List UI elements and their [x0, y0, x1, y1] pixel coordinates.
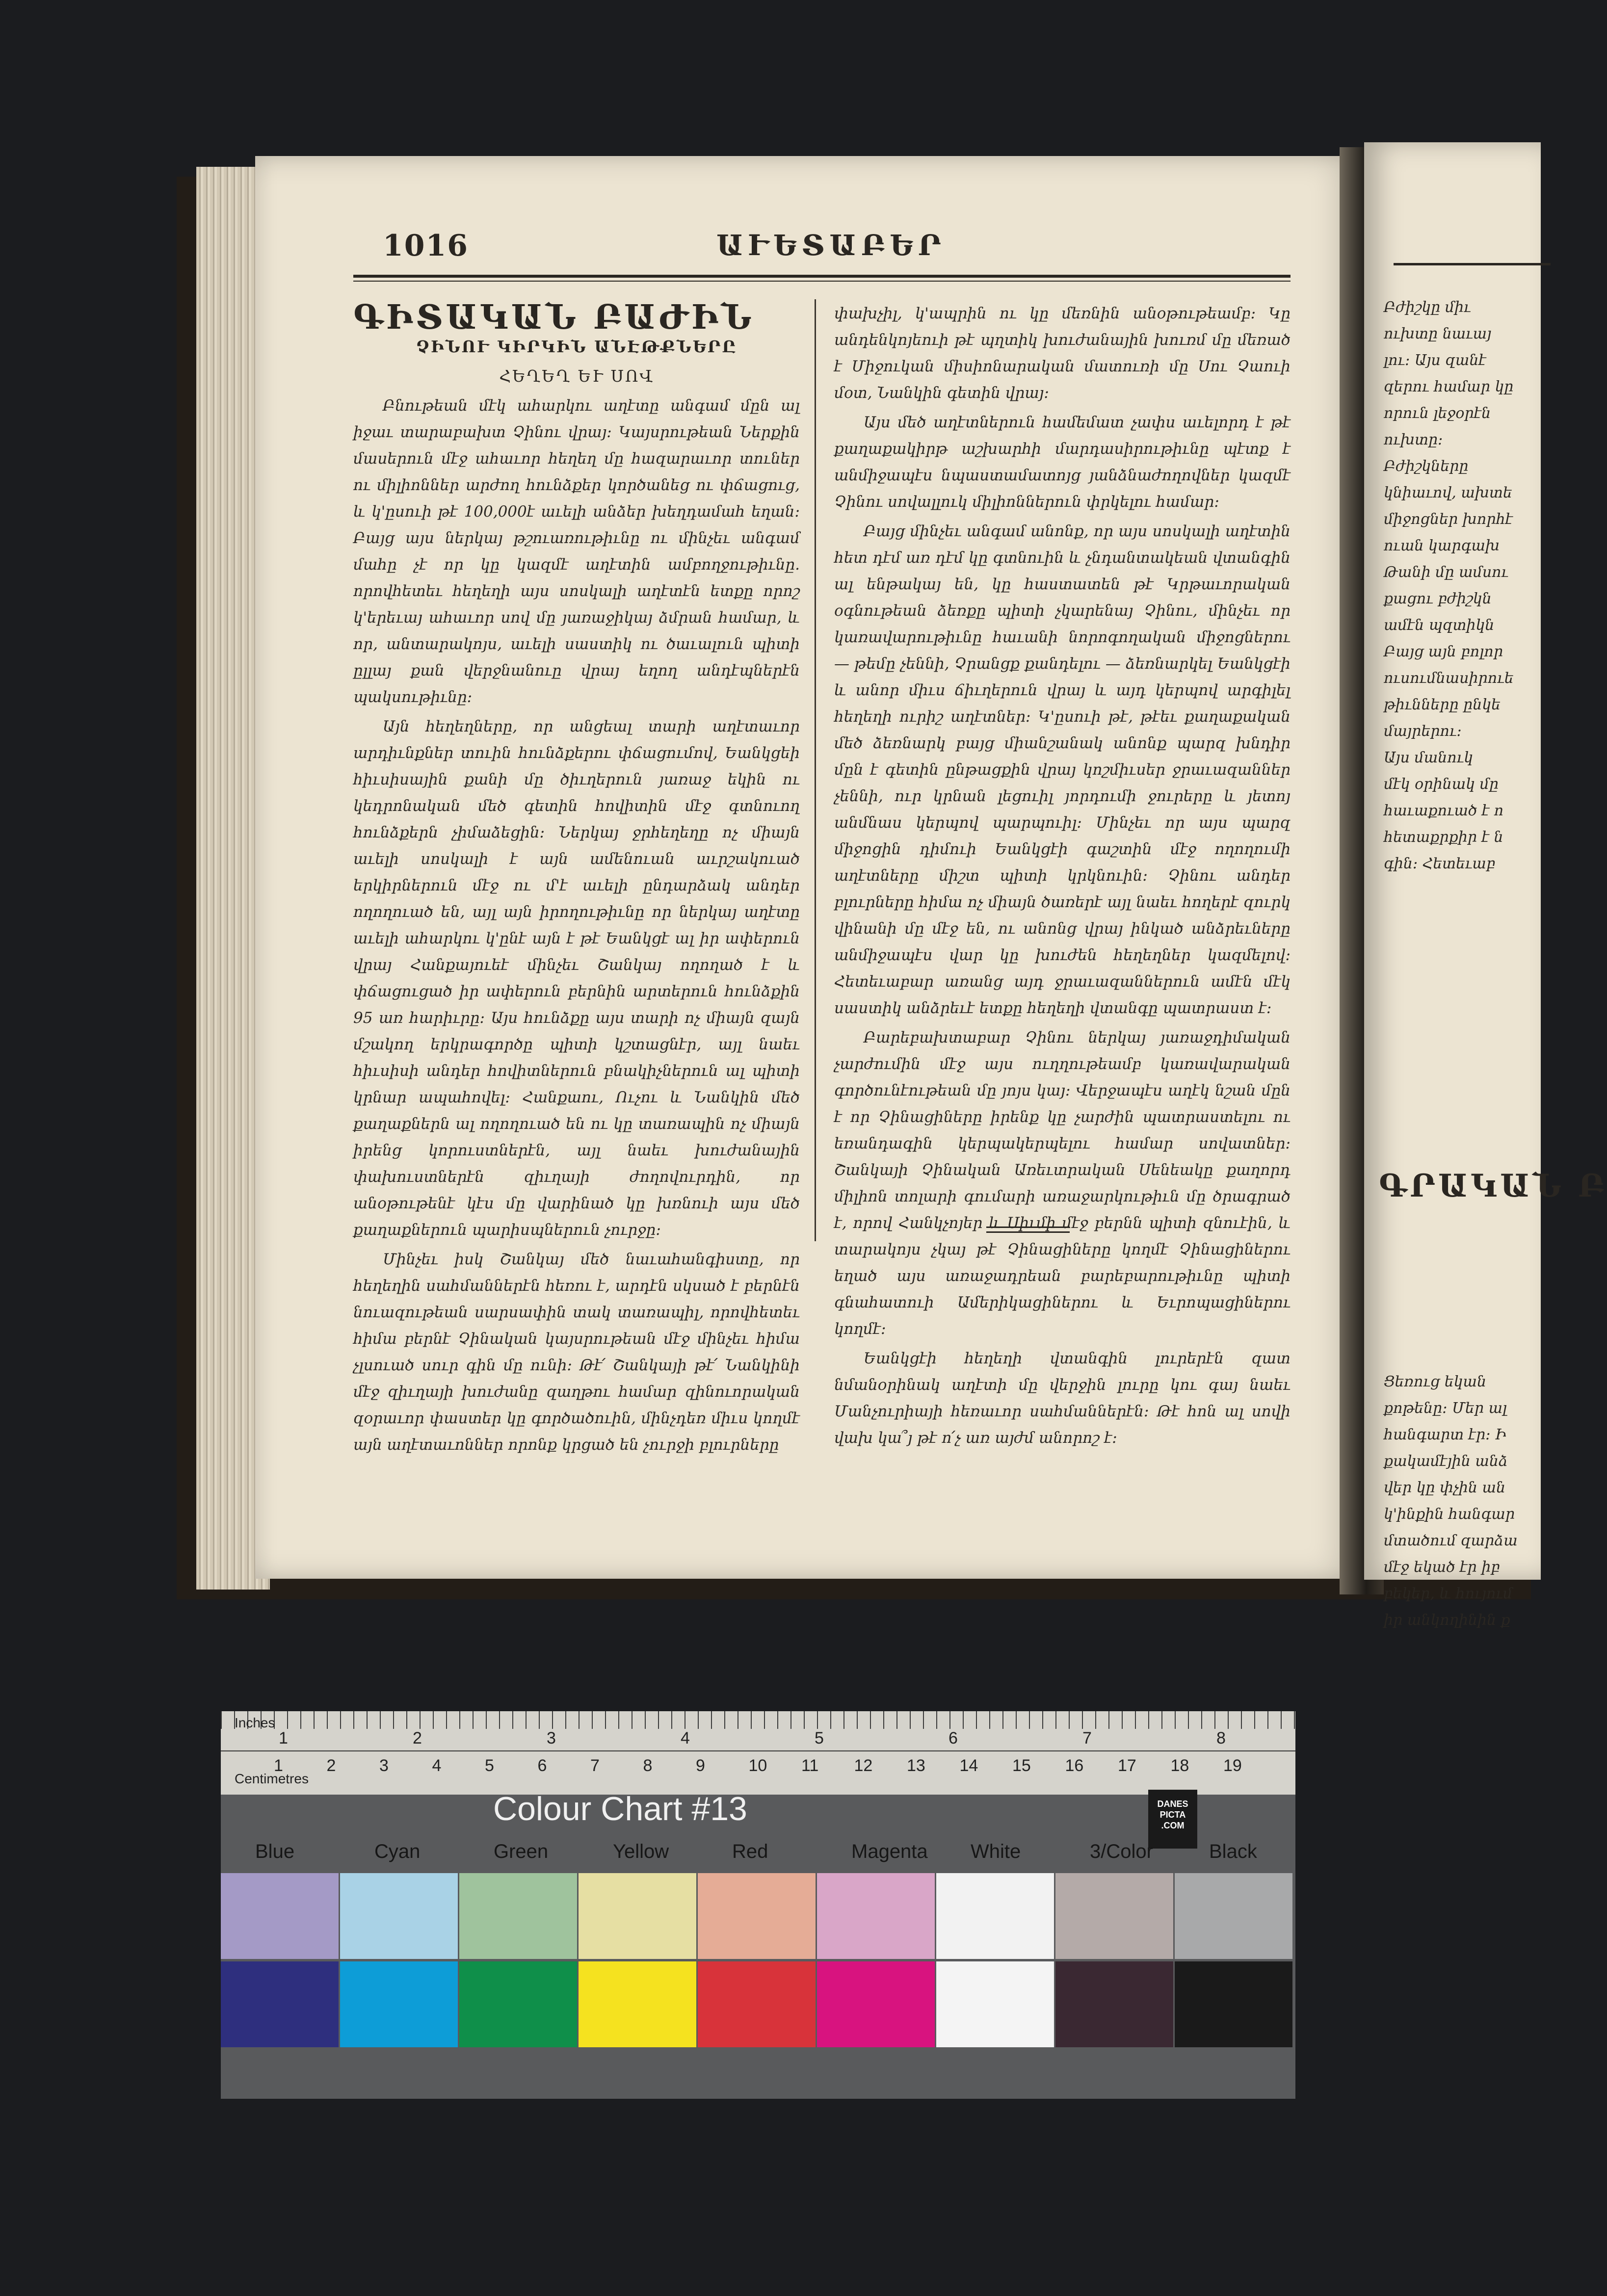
swatch-dark	[221, 1961, 339, 2047]
ruler	[221, 1711, 1295, 1795]
header-rule	[353, 275, 1291, 278]
page-number: 1016	[383, 229, 469, 263]
swatch-label: Magenta	[851, 1841, 928, 1862]
inch-tick-label: 3	[547, 1729, 556, 1748]
text-column-right	[834, 300, 1291, 1454]
swatch-label: Black	[1209, 1841, 1257, 1862]
cm-tick-label: 15	[1012, 1756, 1031, 1775]
inch-tick-label: 2	[413, 1729, 422, 1748]
text-line: կ'ինքին հանգար	[1384, 1506, 1515, 1523]
inch-tick-label: 4	[681, 1729, 690, 1748]
text-line: քոթենը։ Մեր ալ	[1384, 1400, 1507, 1417]
swatch-light	[936, 1873, 1054, 1959]
text-line: բեկեր, և հույում	[1384, 1585, 1513, 1602]
inch-tick-label: 1	[279, 1729, 288, 1748]
cm-tick-label: 4	[432, 1756, 442, 1775]
text-line: վեր կը փչին ան	[1384, 1479, 1506, 1496]
cm-tick-label: 1	[274, 1756, 283, 1775]
paragraph: փախչիլ, կ'ապրին ու կը մեռնին անօթութեամբ։ Կը անդենկոյեուի թէ պղտիկ խուժանային խուռմ մը մեռած է Միջուկան միսիոնարական մատուռի մը Սու Չաուի մօտ, Նանկին գետին վրայ։	[834, 305, 1291, 402]
swatch-light	[698, 1873, 816, 1959]
text-line: հանգարտ էր։ Ի	[1384, 1426, 1507, 1443]
paragraph: Բայց մինչեւ անգամ անոնք, որ այս սոսկալի աղէտին հետ դէմ առ դէմ կը գտնուին և չնդանտակեան վտանգին ալ ենթակայ են, կը հաստատեն թէ Կրթաւորական օգնութեան ձեռքը պիտի չկարենայ Չինու, մինչեւ որ կառավարութիւնը հաւանի նորոգողական միջոցներու — թեմը չեննի, Չրանցք քանդելու — ձեռնարկել Եանկցէի և անոր միւս ճիւղերուն վրայ և այդ կերպով արգիլել հեղեղի ուրիշ աղէտներ։ Կ'ըսուի թէ, թէեւ քաղաքական մեծ ձեռնարկ բայց միանշանակ անոնք պարզ խնդիր մըն է գետին ընթացքին վրայ կոշմիւսեր ջրաւազաններ չեննի, ուր կրնան լեցուիլ յորդումի ջուրերը և յետոյ անմնաս կերպով պարպուիլ։ Մինչեւ որ այս պարզ միջոցին դիմուի Եանկցէի գաշտին մէջ ողողումի աղէտները միշտ պիտի կրկնուին։ Չինու անդեր բլուրները հիմա ոչ միայն ծառերէ այլ նաեւ հողերէ զուրկ վինանի մը մէջ են, ու անոնց վրայ ինկած անձրեւները անմիջապէս վար կը խուժեն հեղեղներ կազմելով։ Հետեւաբար առանց այդ ջրաւազաններուն ամէն մէկ սաստիկ անձրեւէ ետքը հեղեղի վտանգը պատրաստ է։	[834, 522, 1291, 1017]
paragraph: Այս մեծ աղէտներուն համեմատ չափս աւելորդ է թէ քաղաքակիրթ աշխարհի մարդասիրութիւնը պէտք է անմիջապէս նպաստամատոյց յանձնաժողովներ կազմէ Չինու սովալլուկ միլիոններուն փրկելու համար։	[834, 414, 1291, 511]
swatch-dark	[459, 1961, 577, 2047]
swatch-light	[1055, 1873, 1173, 1959]
text-line: իր անկողինին ք	[1384, 1612, 1510, 1629]
article-subtitle: ՀԵՂԵՂ ԵՒ ՍՈՎ	[499, 366, 654, 386]
cm-tick-label: 7	[590, 1756, 600, 1775]
cm-tick-label: 16	[1065, 1756, 1084, 1775]
text-line: հաւաքուած է ո	[1384, 802, 1504, 819]
swatch-light	[1175, 1873, 1292, 1959]
swatch-label: 3/Color	[1090, 1841, 1153, 1862]
swatch-light	[579, 1873, 696, 1959]
text-line: քակամէյին անձ	[1384, 1453, 1508, 1470]
swatch-light	[221, 1873, 339, 1959]
running-head: ԱՒԵՏԱԲԵՐ	[716, 229, 946, 262]
article-title: ՉԻՆՈՒ ԿԻՐԿԻՆ ԱՆԷԹՔՆԵՐԸ	[416, 337, 737, 356]
text-line: ամէն պզտիկն	[1384, 617, 1495, 634]
text-line: որուն լեջօրէն	[1384, 405, 1491, 422]
cm-tick-label: 14	[959, 1756, 978, 1775]
cm-tick-label: 5	[485, 1756, 494, 1775]
text-line: գին։ Հետեւաբ	[1384, 855, 1496, 872]
text-column-left	[353, 298, 800, 1461]
text-line: լու։ Այս զանէ	[1384, 352, 1486, 369]
section-title: ԳԻՏԱԿԱՆ ԲԱԺԻՆ	[353, 298, 755, 337]
text-line: մէջ եկած էր իբ	[1384, 1559, 1500, 1576]
swatch-label: Cyan	[374, 1841, 421, 1862]
swatch-light	[459, 1873, 577, 1959]
cm-tick-label: 6	[537, 1756, 547, 1775]
cm-tick-label: 9	[696, 1756, 705, 1775]
cm-tick-label: 18	[1170, 1756, 1189, 1775]
paragraph: Այն հեղեղները, որ անցեալ տարի աղէտաւոր արդիւնքներ տուին հունձքերու փճացումով, Եանկցեի հիւսիսային քանի մը ծիւղերուն յառաջ եկին ու կեդրոնական մեծ գետին հովիտին մէջ գտնուող հունձքերն չիմաձեցին։ Ներկայ ջրհեղեղը ոչ միայն աւելի սոսկալի է այն ամենուան աւրշակուած երկիրներուն մէջ ու մ'է աւելի ընդարձակ անդեր ողողուած են, այլ այն իրողութիւնը որ ներկայ աղէտը աւելի ահարկու կ'ընէ այն է թէ Եանկցէ ալ իր ափերուն վրայ Հանքայուեէ մինչեւ Շանկայ ողողած է և փճացուցած իր ափերուն բերնին արտերուն հունձքին 95 առ հարիւրը։ Այս հունձքը այս տարի ոչ միայն զայն մշակող երկրագործը պիտի կշտացնէր, այլ նաեւ հիւսիսի անդեր հովիտներուն բնակիչներուն ալ պիտի կրնար ապահովել։ Հանքաու, Ուչու և Նանկին մեծ քաղաքներն ալ ողողուած են ու կը տառապին ոչ միայն իրենց կորուստներէն, այլ նաեւ խուժանային փախուստներէն զիւղայի ժողովուրդին, որ անօթութենէ կէս մը վարինած կը խռնուի այս մեծ քաղաքներուն պարիսպներուն չուրջը։	[353, 718, 800, 1239]
text-line: թիւնները ընկե	[1384, 696, 1501, 713]
logo-line: .COM	[1161, 1821, 1185, 1830]
cm-tick-label: 12	[854, 1756, 873, 1775]
text-line: մայրերու։	[1384, 723, 1462, 740]
text-line: Բժիշկները	[1384, 458, 1469, 475]
cm-tick-label: 19	[1223, 1756, 1242, 1775]
text-line: քացու բժիշկն	[1384, 590, 1492, 607]
swatch-dark	[1175, 1961, 1292, 2047]
text-line: մէկ օրինակ մը	[1384, 776, 1499, 793]
text-line: հետաքրքիր է ն	[1384, 829, 1503, 846]
swatch-dark	[1055, 1961, 1173, 2047]
ruler-inches-label: Inches	[235, 1715, 275, 1730]
cm-tick-label: 11	[801, 1756, 819, 1775]
chart-title: Colour Chart #13	[493, 1790, 747, 1827]
inch-tick-label: 7	[1082, 1729, 1092, 1748]
swatch-label: Red	[732, 1841, 768, 1862]
cm-tick-label: 13	[907, 1756, 925, 1775]
cm-tick-label: 2	[326, 1756, 336, 1775]
text-line: Բժիշկը միւ	[1384, 299, 1471, 316]
swatch-dark	[817, 1961, 935, 2047]
logo-line: DANES	[1157, 1799, 1188, 1809]
ruler-cm-label: Centimetres	[235, 1771, 309, 1786]
colour-chart	[221, 1711, 1295, 2099]
inch-tick-label: 5	[815, 1729, 824, 1748]
cm-tick-label: 17	[1118, 1756, 1136, 1775]
text-line: զերու համար կը	[1384, 378, 1514, 395]
right-header-rule	[1394, 263, 1551, 265]
paragraph: Մինչեւ իսկ Շանկայ մեծ նաւահանգիստը, որ հեղեղին սահմաններէն հեռու է, արդէն սկսած է բերնէն նուազութեան սարսափին տակ տառապիլ, որովհետեւ հիմա բերնէ Չինական կայսրութեան մէջ մինչեւ հիմա չլսուած սուր գին մը ունի։ Թէ՛ Շանկայի թէ՛ Նանկինի մէջ զիւղայի խուժանը զաղթու համար զինուորական զօրաւոր փաստեր կը գործածուին, մինչդեռ միւս կողմէ այն աղէտաւոններ որոնք կրցած են չուրջի բլուրները	[353, 1251, 800, 1454]
right-page-text-bottom	[1384, 1369, 1560, 1634]
swatch-label: Yellow	[613, 1841, 669, 1862]
text-line: Այս մանուկ	[1384, 749, 1474, 766]
text-line: միջոցներ խորհէ	[1384, 511, 1513, 528]
inch-tick-label: 8	[1216, 1729, 1226, 1748]
text-line: Թանի մը ամսու	[1384, 564, 1509, 581]
swatch-light	[340, 1873, 458, 1959]
text-line: Ցեռուց եկան	[1384, 1373, 1487, 1390]
danes-picta-logo	[1148, 1790, 1197, 1849]
header-rule-thin	[353, 281, 1291, 282]
cm-tick-label: 8	[643, 1756, 653, 1775]
swatch-light	[817, 1873, 935, 1959]
swatch-dark	[698, 1961, 816, 2047]
cm-tick-label: 3	[379, 1756, 389, 1775]
right-page-text-top	[1384, 294, 1560, 877]
article-end-rule	[986, 1226, 1070, 1228]
text-line: ուխտը նաւայ	[1384, 325, 1492, 342]
text-line: ուսումնասիրուե	[1384, 670, 1514, 687]
paragraph: Եանկցէի հեղեղի վտանգին լուրերէն զատ նմանօրինակ աղէտի մը վերջին լուրը կու գայ նաեւ Մանչուրիայի հեռաւոր սահմաններէն։ Թէ հոն ալ սովի վախ կա՞յ թէ ո՛չ առ այժմ անորոշ է։	[834, 1350, 1291, 1447]
paragraph: Բնութեան մէկ ահարկու աղէտը անգամ մըն ալ իջաւ տարաբախտ Չինու վրայ։ Կայսրութեան Ներքին մասերուն մէջ ահաւոր հեղեղ մը հազարաւոր տուներ ու միլիոններ արժող հունձքեր կործանեց ու փճացուց, և կ'ըսուի թէ 100,000է աւելի անձեր խեղդամահ եղան։ Բայց այս ներկայ թշուառութիւնը ու մինչեւ անգամ մահը չէ որ կը կազմէ աղէտին ամբողջութիւնը. որովհետեւ հեղեղի այս սոսկալի աղէտէն ետքը որոշ կ'երեւայ ահաւոր սով մը յառաջիկայ ձմրան համար, և որ, անտարակոյս, աւելի սաստիկ ու ծաւալուն պիտի ըլլայ քան վերջնանուը վրայ եղող անդէպներէն պակսութիւնը։	[353, 397, 800, 706]
swatch-dark	[579, 1961, 696, 2047]
ruler-divider	[221, 1750, 1295, 1751]
text-line: Բայց այն բոլոր	[1384, 643, 1503, 660]
column-divider	[815, 299, 816, 1241]
text-line: ուան կարգախ	[1384, 537, 1500, 554]
swatch-dark	[936, 1961, 1054, 2047]
text-line: մտածում զարձա	[1384, 1532, 1518, 1549]
swatch-label: Green	[494, 1841, 549, 1862]
text-line: կնիաւով, ախտե	[1384, 484, 1512, 501]
inch-tick-label: 6	[948, 1729, 958, 1748]
cm-tick-label: 10	[748, 1756, 767, 1775]
right-section-title: ԳՐԱԿԱՆ Բ	[1379, 1168, 1607, 1204]
right-page	[1364, 142, 1607, 1629]
logo-line: PICTA	[1159, 1810, 1186, 1820]
article-end-rule-thin	[986, 1231, 1070, 1233]
paragraph: Բարեբախտաբար Չինու ներկայ յառաջդիմական չարժումին մէջ այս ուղղութեամբ կառավարական գործունէութեան մը յոյս կայ։ Վերջապէս աղէկ նշան մըն է որ Չինացիները իրենք կը չարժին պատրաստելու ու եռանդագին կերպակերպելու համար սովատներ։ Շանկայի Չինական Առեւտրական Սենեակը քաղորդ միլիոն տոլարի գումարի առաջարկութիւն մը ծրագրած է, որով Հանկչոյեր և Սիւմի մէջ բերնն պիտի զնուէին, և տարակոյս չկայ թէ Չինացիները կողմէ Չինացիներու եղած այս առաջադրեան բարեբարութիւնը պիտի գնահատուի Ամերիկացիներու և Եւրոպացիներու կողմէ։	[834, 1029, 1291, 1338]
swatch-label: White	[971, 1841, 1021, 1862]
swatch-dark	[340, 1961, 458, 2047]
text-line: ուխտը։	[1384, 431, 1443, 448]
swatch-label: Blue	[255, 1841, 295, 1862]
